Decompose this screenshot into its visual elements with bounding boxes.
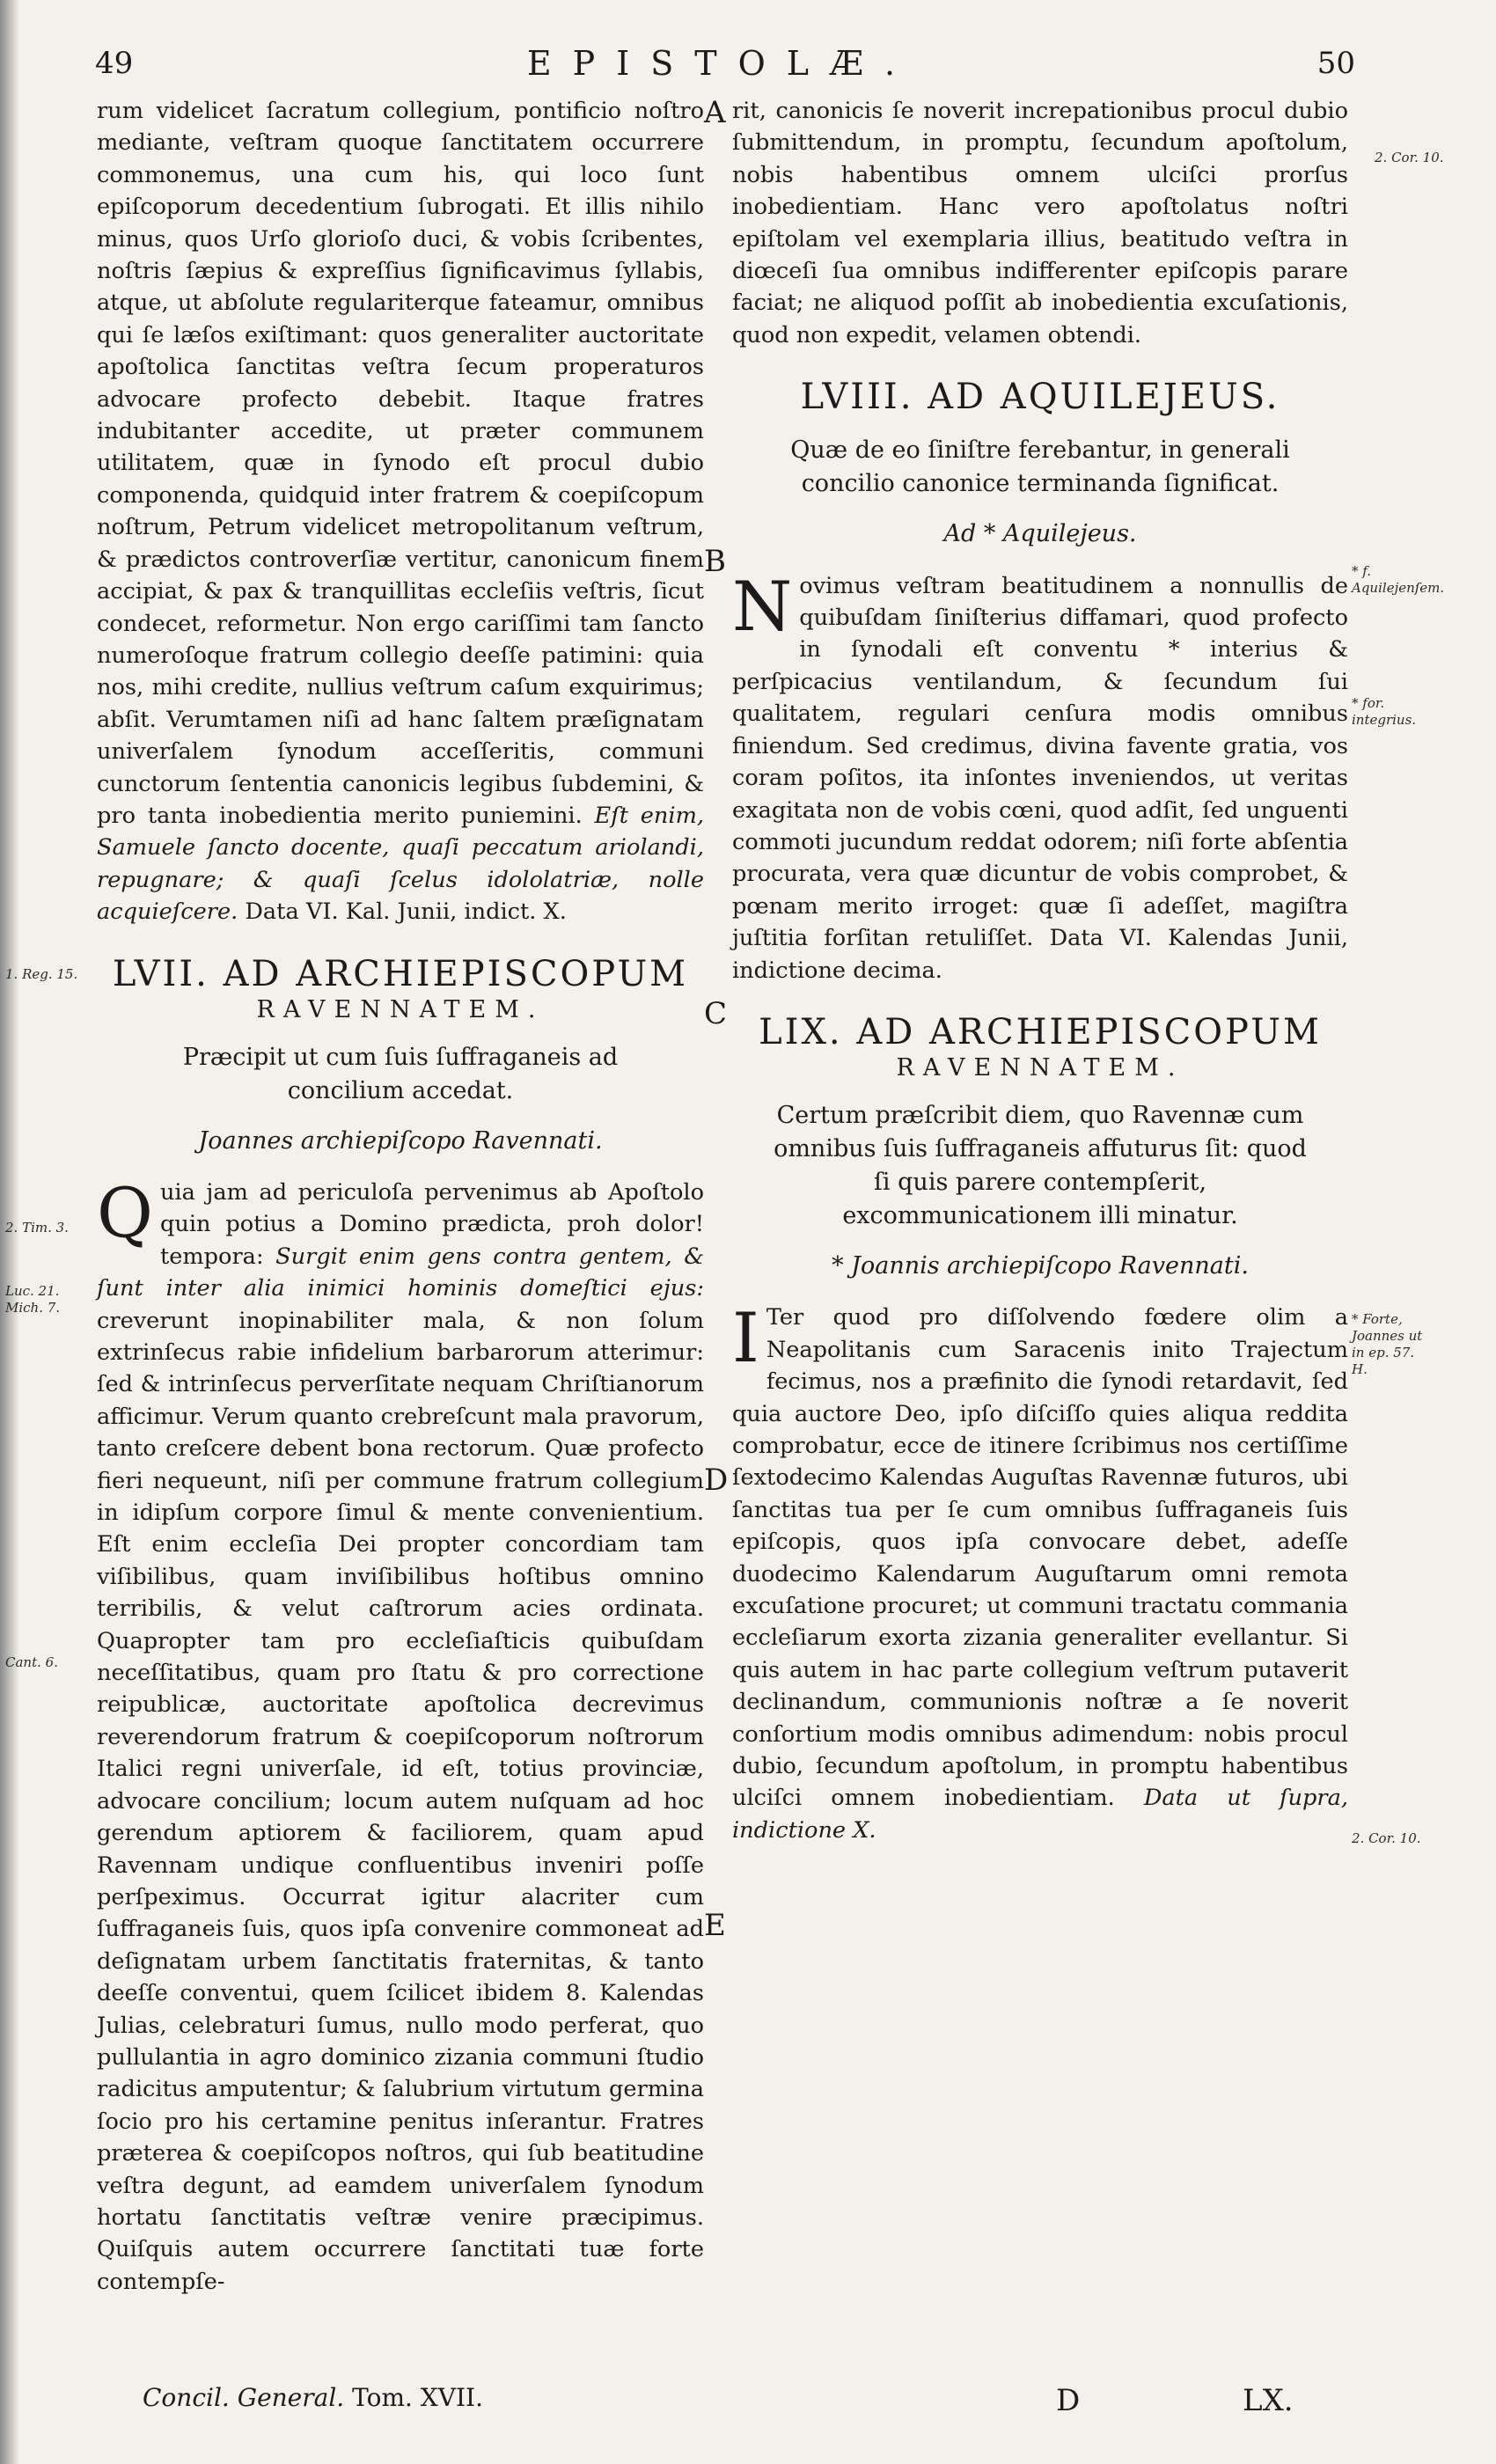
catchword: LX. — [1243, 2383, 1294, 2418]
page-number-left: 49 — [95, 46, 134, 81]
letter-58-summary: Quæ de eo ſiniſtre ferebantur, in generali concilio canonice terminanda ſignificat. — [790, 436, 1290, 498]
letter-57-text-a: uia jam ad periculoſa pervenimus ab Apoſtolo quin potius a Domino prædicta, proh dolor! tempora: — [159, 1178, 704, 1270]
section-marker-a: A — [704, 95, 726, 130]
letter-56-text: rum videlicet ſacratum collegium, pontificio noſtro mediante, veſtram quoque ſanctitatem occurrere commonemus, una cum his, qui loco ſunt epiſcoporum decedentium ſubrogati. Et illis nihilo minus, quos Urſo glorioſo duci, & vobis ſcribentes, noſtris ſæpius & expreſſius ſignificavimus ſyllabis, atque, ut abſolute regulariterque fateamur, omnibus qui ſe læſos exiſtimant: quos generaliter auctoritate apoſtolica ſanctitas veſtra ſecum properaturos advocare profecto debebit. Itaque fratres indubitanter accedite, ut præter communem utilitatem, quæ in ſynodo eſt procul dubio componenda, quidquid inter fratrem & coepiſcopum noſtrum, Petrum videlicet metropolitanum veſtrum, & prædictos controverſiæ vertitur, canonicum finem accipiat, & pax & tranquillitas eccleſiis veſtris, ſicut condecet, reformetur. Non ergo cariſſimi tam ſancto numeroſoque fratrum collegio deeſſe patimini: quia nos, mihi credite, nullius veſtrum caſum exquirimus; abſit. Verumtamen niſi ad hanc ſaltem præſignatam univerſalem ſynodum acceſſeritis, communi cunctorum ſententia canonicis legibus ſubdemini, & pro tanta inobedientia merito puniemini. — [97, 98, 704, 829]
letter-59-text: Ter quod pro diſſolvendo fœdere olim a Neapolitanis cum Saracenis inito Trajectum fecimus, nos a præfinito die ſynodi retardavit, ſed quia auctore Deo, ipſo diſciſſo quies aliqua reddita comprobatur, ecce de itinere ſcribimus nos certiſſime ſextodecimo Kalendas Auguſtas Ravennæ futuros, ubi ſanctitas tua per ſe cum omnibus ſuffraganeis ſuis epiſcopis, quos ipſa convocare debet, adeſſe duodecimo Kalendarum Auguſtarum omni remota excuſatione procuret; ut communi tractatu commania eccleſiarum exorta zizania generaliter evellantur. Si quis autem in hac parte collegium veſtrum putaverit declinandum, communionis noſtræ a ſe noverit conſortium modis omnibus adimendum: nobis procul dubio, ſecundum apoſtolum, in promptu habentibus ulciſci omnem inobedientiam. — [732, 1304, 1348, 1812]
margin-note-left-2: 2. Tim. 3. — [5, 1220, 69, 1236]
page-header — [88, 46, 1355, 99]
footer-signature — [143, 2383, 483, 2412]
letter-57-summary: Præcipit ut cum ſuis ſuffraganeis ad concilium accedat. — [182, 1043, 619, 1104]
letter-59-date: Data ut ſupra, indictione X. — [732, 1785, 1348, 1844]
letter-59-heading: LIX. AD ARCHIEPISCOPUM — [759, 1011, 1322, 1052]
margin-note-right-1: 2. Cor. 10. — [1375, 150, 1444, 165]
letter-57-continuation: rit, canonicis ſe noverit increpationibus procul dubio ſubmittendum, in promptu, ſecundum apoſtolum, nobis habentibus omnem ulciſci prorſus inobedientiam. Hanc vero apoſtolatus noſtri epiſtolam vel exemplaria illius, beatitudo veſtra in diœceſi ſua omnibus indifferenter epiſcopis parare faciat; ne aliquod poſſit ab inobedientia excuſationis, quod non expedit, velamen obtendi. — [732, 98, 1348, 348]
margin-note-right-3: * for. integrius. — [1352, 695, 1417, 728]
drop-cap-q: Q — [97, 1173, 153, 1253]
letter-59-summary: Certum præſcribit diem, quo Ravennæ cum omnibus ſuis ſuffraganeis affuturus ſit: quod ſi quis parere contempſerit, excommunicationem illi minatur. — [774, 1101, 1307, 1229]
right-column — [732, 95, 1348, 1846]
margin-note-right-2: * f. Aquilejenſem. — [1352, 563, 1445, 596]
letter-59-addressee: * Joannis archiepiſcopo Ravennati. — [832, 1251, 1249, 1280]
page-number-right: 50 — [1316, 46, 1355, 81]
drop-cap-i: I — [732, 1299, 759, 1379]
section-marker-c: C — [704, 996, 728, 1031]
footer-collection: Concil. General. — [143, 2383, 345, 2412]
margin-note-right-5: 2. Cor. 10. — [1352, 1830, 1421, 1846]
letter-57-quote: Surgit enim gens contra gentem, & ſunt inter alia inimici hominis domeſtici ejus: — [97, 1243, 704, 1302]
letter-57-subheading: RAVENNATEM. — [256, 995, 545, 1023]
letter-58-addressee: Ad * Aquilejeus. — [943, 520, 1137, 548]
letter-58-body — [732, 567, 1348, 986]
letter-59-body — [732, 1299, 1348, 1846]
margin-note-left-3: Luc. 21. Mich. 7. — [5, 1283, 61, 1316]
letter-59-subheading: RAVENNATEM. — [896, 1053, 1184, 1082]
footer-volume: Tom. XVII. — [352, 2383, 483, 2412]
letter-56-continuation — [97, 95, 704, 928]
margin-note-left-4: Cant. 6. — [5, 1654, 58, 1670]
letter-58-heading: LVIII. AD AQUILEJEUS. — [800, 377, 1280, 418]
left-column — [97, 95, 704, 2298]
letter-57-addressee: Joannes archiepiſcopo Ravennati. — [198, 1126, 603, 1155]
letter-58-text: ovimus veſtram beatitudinem a nonnullis de quibuſdam ſiniſterius diffamari, quod profecto in ſynodali eſt conventu * interius & perſpicacius ventilandum, & ſecundum ſui qualitatem, regulari cenſura modis omnibus finiendum. Sed credimus, divina favente gratia, vos coram poſitos, ita inſontes inveniendos, ut veritas exagitata non de vobis cœni, quod adſit, ſed unguenti commoti jucundum reddat odorem; niſi forte abſentia procurata, vera quæ dicuntur de vobis comprobet, & pœnam merito irroget: quæ ſi adeſſet, magiſtra juſtitia forſitan retuliſſet. Data VI. Kalendas Junii, indictione decima. — [732, 572, 1348, 984]
page-footer — [88, 2383, 1355, 2427]
drop-cap-n: N — [732, 567, 793, 647]
running-title: EPISTOLÆ. — [526, 44, 917, 83]
section-marker-b: B — [704, 544, 726, 579]
letter-56-date: Data VI. Kal. Junii, indict. X. — [245, 898, 567, 926]
margin-note-left-1: 1. Reg. 15. — [5, 966, 78, 982]
letter-57-heading: LVII. AD ARCHIEPISCOPUM — [112, 953, 689, 994]
letter-57-text-b: creverunt inopinabiliter mala, & non ſolum extrinſecus rabie infidelium barbarorum atterimur: ſed & intrinſecus perverſitate nequam Chriſtianorum afficimur. Verum quanto crebreſcunt mala pravorum, tanto creſcere debent bona rectorum. Quæ profecto fieri nequeunt, niſi per commune fratrum collegium in idipſum corpore ſimul & mente convenientium. Eſt enim eccleſia Dei propter concordiam tam viſibilibus, quam inviſibilibus hoſtibus omnino terribilis, & velut caſtrorum acies ordinata. Quapropter tam pro eccleſiaſticis quibuſdam neceſſitatibus, quam pro ſtatu & pro correctione reipublicæ, auctoritate apoſtolica decrevimus reverendorum fratrum & coepiſcoporum noſtrorum Italici regni univerſale, id eſt, totius provinciæ, advocare concilium; locum autem nuſquam ad hoc gerendum aptiorem & faciliorem, quam apud Ravennam undique confluentibus inveniri poſſe perſpeximus. Occurrat igitur alacriter cum ſuffraganeis ſuis, quos ipſa convenire commoneat ad deſignatam urbem ſanctitatis fraternitas, & tanto deeſſe conventui, quem ſcilicet ibidem 8. Kalendas Julias, celebraturi ſumus, nullo modo perferat, quo pullulantia in agro dominico zizania communi ſtudio radicitus amputentur; & ſalubrium virtutum germina ſocio pro his certamine penitus inſerantur. Fratres præterea & coepiſcopos noſtros, qui ſub beatitudine veſtra degunt, ad eamdem univerſalem ſynodum hortatu ſanctitatis veſtræ venire præcipimus. Quiſquis autem occurrere ſanctitati tuæ forte contempſe- — [97, 1307, 704, 2295]
letter-56-quote: Eſt enim, Samuele ſancto docente, quaſi peccatum ariolandi, repugnare; & quaſi ſcelus idololatriæ, nolle acquieſcere. — [97, 802, 704, 926]
margin-note-right-4: * Forte, Joannes ut in ep. 57. H. — [1352, 1311, 1423, 1377]
signature-letter: D — [1056, 2383, 1081, 2418]
section-marker-e: E — [704, 1908, 726, 1943]
letter-57-body — [97, 1173, 704, 2298]
section-marker-d: D — [704, 1463, 729, 1498]
